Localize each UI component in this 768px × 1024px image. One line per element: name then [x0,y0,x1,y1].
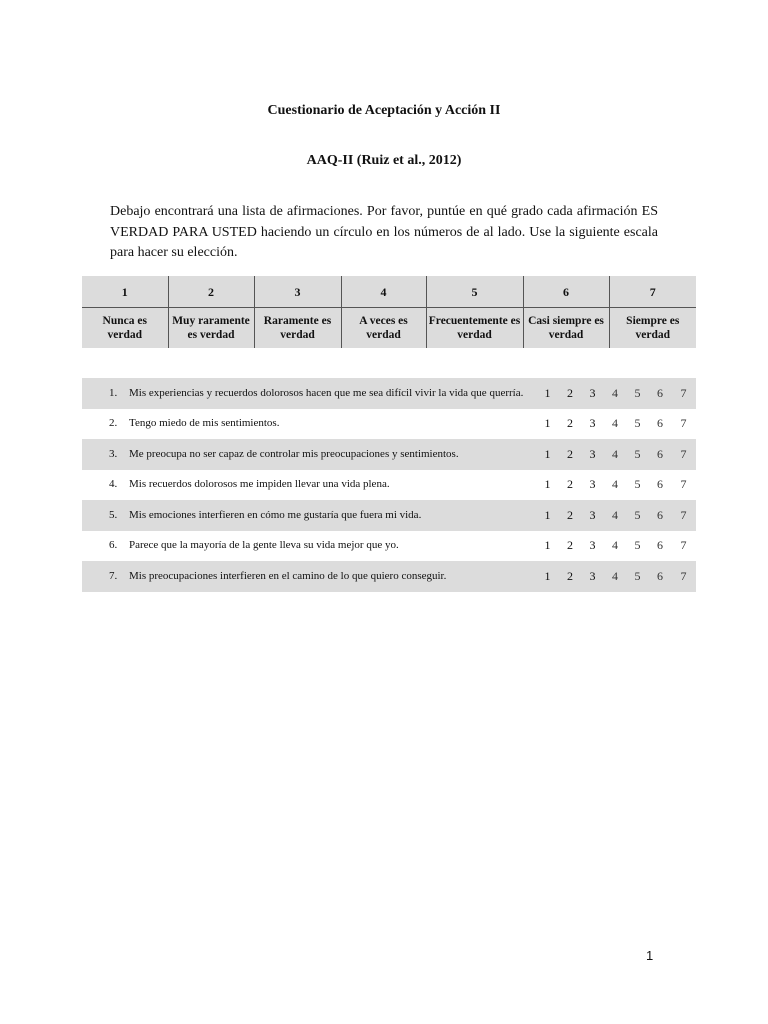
questionnaire-item-row [82,531,696,562]
rating-option-3[interactable]: 3 [581,561,604,592]
rating-option-1[interactable]: 1 [536,439,559,470]
item-statement [82,470,536,501]
scale-label: Muy raramente es verdad [168,308,254,349]
document-subtitle: AAQ-II (Ruiz et al., 2012) [306,153,462,168]
item-text: Mis emociones interfieren en cómo me gustaría que fuera mi vida. [129,508,422,521]
item-text: Mis experiencias y recuerdos dolorosos hacen que me sea difícil vivir la vida que querría. [129,386,524,399]
questionnaire-item-row [82,439,696,470]
questionnaire-item-row [82,378,696,409]
instructions-paragraph: Debajo encontrará una lista de afirmaciones. Por favor, puntúe en qué grado cada afirmación ES VERDAD PARA USTED haciendo un círculo en los números de al lado. Use la siguiente escala para hacer su elección. [110,204,658,260]
rating-option-4[interactable]: 4 [604,500,626,531]
scale-number: 4 [341,276,426,308]
item-number: 3. [109,447,118,460]
scale-number: 3 [254,276,341,308]
rating-option-7[interactable]: 7 [680,477,687,492]
questionnaire-item-row [82,409,696,440]
rating-option-3[interactable]: 3 [581,439,604,470]
rating-option-4[interactable]: 4 [612,416,618,431]
rating-option-1[interactable]: 1 [544,477,551,492]
rating-option-6[interactable]: 6 [649,378,671,409]
document-title: Cuestionario de Aceptación y Acción II [267,103,501,118]
item-statement [82,561,536,592]
item-statement [82,439,536,470]
scale-number: 2 [168,276,254,308]
rating-option-3[interactable]: 3 [581,500,604,531]
item-number: 2. [109,417,118,430]
rating-option-3[interactable]: 3 [589,477,596,492]
item-number: 7. [109,569,118,582]
item-text: Tengo miedo de mis sentimientos. [129,417,280,430]
item-text: Mis recuerdos dolorosos me impiden llevar una vida plena. [129,478,390,491]
questionnaire-item-row [82,500,696,531]
rating-option-2[interactable]: 2 [567,538,573,553]
rating-option-4[interactable]: 4 [604,439,626,470]
item-number: 1. [109,386,118,399]
rating-option-2[interactable]: 2 [559,500,581,531]
rating-option-6[interactable]: 6 [649,500,671,531]
rating-option-7[interactable]: 7 [671,439,696,470]
questionnaire-items-table [82,378,696,592]
rating-option-7[interactable]: 7 [671,561,696,592]
rating-option-5[interactable]: 5 [626,439,649,470]
rating-option-5[interactable]: 5 [634,477,641,492]
rating-option-1[interactable]: 1 [544,538,551,553]
rating-option-2[interactable]: 2 [559,378,581,409]
page-number: 1 [646,948,654,963]
item-statement [82,531,536,562]
rating-option-7[interactable]: 7 [680,538,687,553]
rating-option-6[interactable]: 6 [657,416,663,431]
rating-option-4[interactable]: 4 [604,561,626,592]
item-text: Mis preocupaciones interfieren en el camino de lo que quiero conseguir. [129,569,447,582]
scale-label: Siempre es verdad [609,308,696,349]
item-text: Me preocupa no ser capaz de controlar mis preocupaciones y sentimientos. [129,447,459,460]
rating-option-2[interactable]: 2 [559,439,581,470]
item-number: 5. [109,508,118,521]
rating-option-3[interactable]: 3 [581,378,604,409]
rating-option-6[interactable]: 6 [657,538,663,553]
rating-option-1[interactable]: 1 [536,500,559,531]
questionnaire-item-row [82,561,696,592]
rating-option-1[interactable]: 1 [536,561,559,592]
scale-number: 5 [426,276,523,308]
item-statement [82,500,536,531]
rating-option-1[interactable]: 1 [536,378,559,409]
rating-option-2[interactable]: 2 [567,416,573,431]
scale-number: 6 [523,276,609,308]
rating-option-2[interactable]: 2 [559,561,581,592]
rating-option-6[interactable]: 6 [649,439,671,470]
rating-option-7[interactable]: 7 [671,500,696,531]
rating-option-6[interactable]: 6 [649,561,671,592]
scale-label: Nunca es verdad [82,308,168,349]
scale-label: Frecuentemente es verdad [426,308,523,349]
item-statement [82,409,536,440]
scale-label: Casi siempre es verdad [523,308,609,349]
rating-option-4[interactable]: 4 [612,538,618,553]
rating-option-5[interactable]: 5 [634,416,641,431]
rating-option-4[interactable]: 4 [612,477,618,492]
scale-label: Raramente es verdad [254,308,341,349]
scale-number: 7 [609,276,696,308]
rating-option-7[interactable]: 7 [680,416,687,431]
rating-option-2[interactable]: 2 [567,477,573,492]
rating-option-1[interactable]: 1 [544,416,551,431]
rating-option-6[interactable]: 6 [657,477,663,492]
response-scale-table [82,276,696,348]
rating-option-4[interactable]: 4 [604,378,626,409]
rating-option-3[interactable]: 3 [589,538,596,553]
rating-option-7[interactable]: 7 [671,378,696,409]
questionnaire-item-row [82,470,696,501]
rating-option-5[interactable]: 5 [626,561,649,592]
item-text: Parece que la mayoría de la gente lleva su vida mejor que yo. [129,539,399,552]
rating-option-5[interactable]: 5 [626,500,649,531]
item-number: 6. [109,539,118,552]
rating-option-5[interactable]: 5 [634,538,641,553]
scale-number: 1 [82,276,168,308]
scale-label: A veces es verdad [341,308,426,349]
rating-option-5[interactable]: 5 [626,378,649,409]
rating-option-3[interactable]: 3 [589,416,596,431]
item-statement [82,378,536,409]
item-number: 4. [109,478,118,491]
